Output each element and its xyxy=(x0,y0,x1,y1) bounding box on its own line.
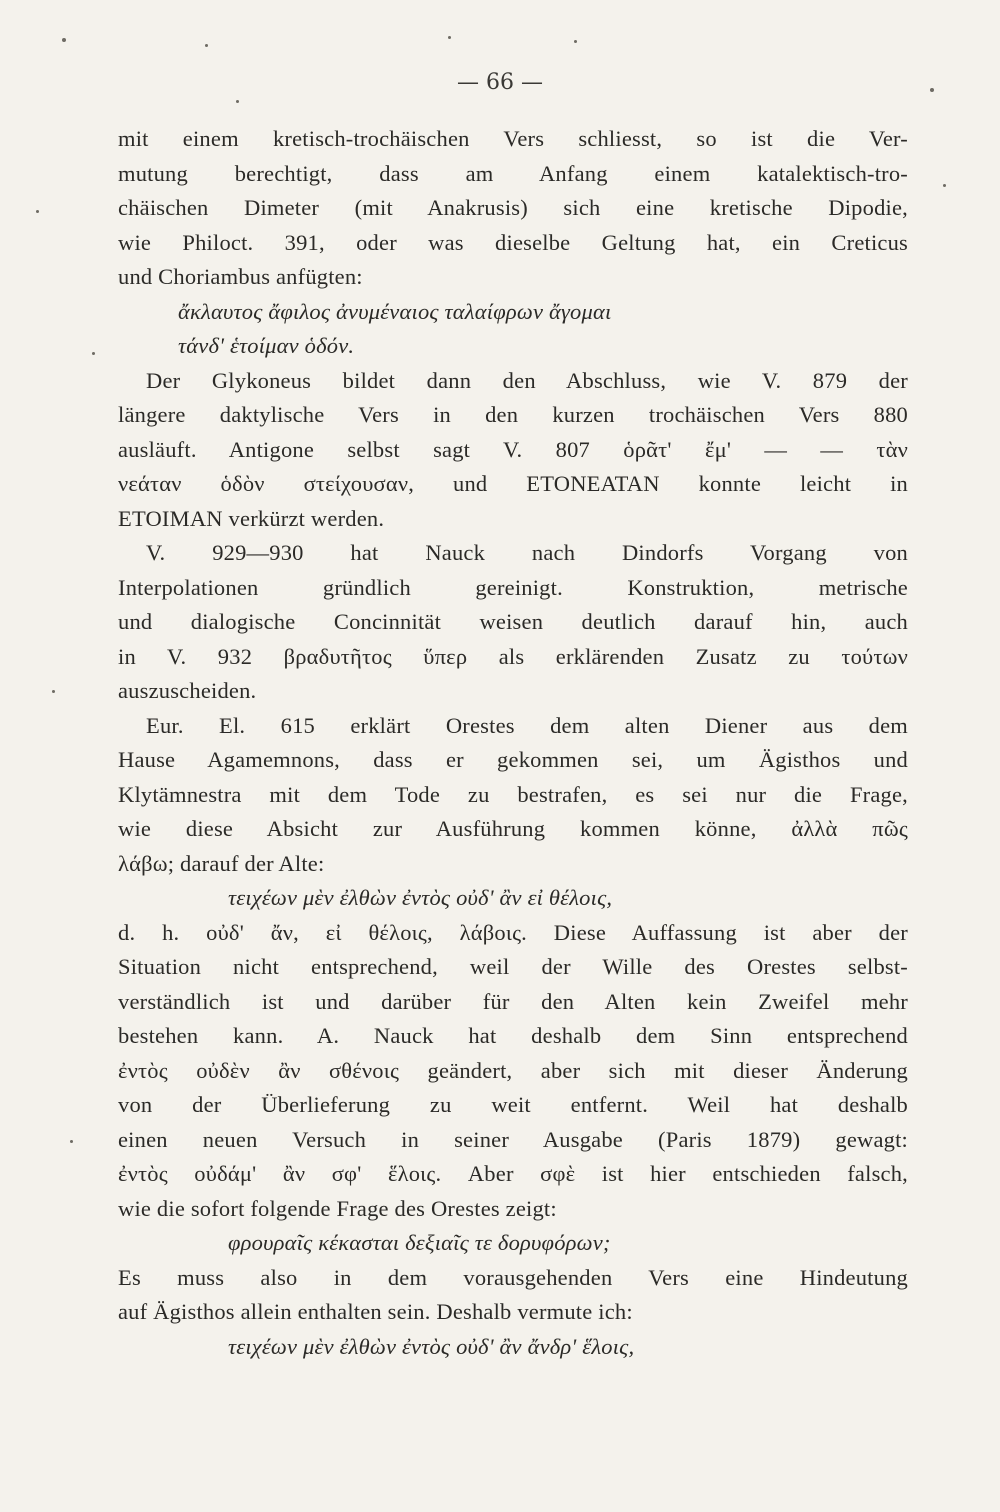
body-text xyxy=(118,122,908,1364)
text-line: bestehen kann. A. Nauck hat deshalb dem Sinn entsprechend xyxy=(118,1023,908,1048)
text-line: d. h. οὐδ' ἄν, εἰ θέλοις, λάβοις. Diese Auffassung ist aber der xyxy=(118,919,908,945)
text-line: auf Ägisthos allein enthalten sein. Deshalb vermute ich: xyxy=(118,1299,633,1324)
text-line: wie diese Absicht zur Ausführung kommen könne, ἀλλὰ πῶς xyxy=(118,816,908,841)
scan-speck xyxy=(448,36,451,39)
text-line: chäischen Dimeter (mit Anakrusis) sich eine kretische Dipodie, xyxy=(118,195,908,220)
scan-speck xyxy=(70,1140,73,1143)
text-line: einen neuen Versuch in seiner Ausgabe (Paris 1879) gewagt: xyxy=(118,1126,908,1152)
scan-speck xyxy=(92,352,95,355)
text-line: τειχέων μὲν ἐλθὼν ἐντὸς οὐδ' ἂν εἰ θέλοις, xyxy=(228,885,613,910)
text-line: ausläuft. Antigone selbst sagt V. 807 ὁρᾶτ' ἔμ' — — τὰν xyxy=(118,436,908,462)
page-number: — 66 — xyxy=(457,70,543,95)
text-line: wie Philoct. 391, oder was dieselbe Geltung hat, ein Creticus xyxy=(118,229,908,255)
text-line: von der Überlieferung zu weit entfernt. Weil hat deshalb xyxy=(118,1092,908,1117)
text-line: Interpolationen gründlich gereinigt. Konstruktion, metrische xyxy=(118,574,908,600)
scan-speck xyxy=(930,88,934,92)
text-line: λάβω; darauf der Alte: xyxy=(118,850,325,876)
text-line: verständlich ist und darüber für den Alten kein Zweifel mehr xyxy=(118,988,908,1014)
text-line: τάνδ' ἑτοίμαν ὁδόν. xyxy=(178,333,355,358)
text-line: V. 929—930 hat Nauck nach Dindorfs Vorgang von xyxy=(146,540,908,565)
text-line: ΕΤΟΙΜΑΝ verkürzt werden. xyxy=(118,505,385,531)
text-line: Der Glykoneus bildet dann den Abschluss, wie V. 879 der xyxy=(146,367,908,393)
scan-speck xyxy=(205,44,208,47)
scan-speck xyxy=(236,100,239,103)
text-line: ἐντὸς οὐδὲν ἂν σθένοις geändert, aber sich mit dieser Änderung xyxy=(118,1057,908,1083)
scan-speck xyxy=(943,184,946,187)
text-line: wie die sofort folgende Frage des Orestes zeigt: xyxy=(118,1195,557,1221)
text-line: τειχέων μὲν ἐλθὼν ἐντὸς οὐδ' ἂν ἄνδρ' ἕλοις, xyxy=(228,1333,635,1359)
text-line: längere daktylische Vers in den kurzen trochäischen Vers 880 xyxy=(118,402,908,427)
text-line: νεάταν ὁδὸν στείχουσαν, und ΕΤΟΝΕΑΤΑΝ konnte leicht in xyxy=(118,471,908,496)
text-line: Hause Agamemnons, dass er gekommen sei, um Ägisthos und xyxy=(118,747,908,772)
text-line: in V. 932 βραδυτῆτος ὕπερ als erklärenden Zusatz zu τούτων xyxy=(118,643,908,669)
text-line: Eur. El. 615 erklärt Orestes dem alten Diener aus dem xyxy=(146,712,908,738)
text-line: Situation nicht entsprechend, weil der Wille des Orestes selbst- xyxy=(118,954,908,979)
text-line: φρουραῖς κέκασται δεξιαῖς τε δορυφόρων; xyxy=(228,1230,611,1255)
text-line: mutung berechtigt, dass am Anfang einem katalektisch-tro- xyxy=(118,160,908,186)
scan-speck xyxy=(36,210,39,213)
text-line: mit einem kretisch-trochäischen Vers schliesst, so ist die Ver- xyxy=(118,126,908,151)
text-line: Es muss also in dem vorausgehenden Vers eine Hindeutung xyxy=(118,1264,908,1290)
text-line: ἄκλαυτος ἄφιλος ἀνυμέναιος ταλαίφρων ἄγομαι xyxy=(178,298,612,324)
text-line: auszuscheiden. xyxy=(118,678,257,703)
text-line: und Choriambus anfügten: xyxy=(118,264,363,289)
scan-speck xyxy=(62,38,66,42)
scan-speck xyxy=(574,40,577,43)
text-line: und dialogische Concinnität weisen deutlich darauf hin, auch xyxy=(118,609,908,634)
text-line: ἐντὸς οὐδάμ' ἂν σφ' ἕλοις. Aber σφὲ ist hier entschieden falsch, xyxy=(118,1161,908,1186)
text-line: Klytämnestra mit dem Tode zu bestrafen, es sei nur die Frage, xyxy=(118,781,908,807)
scan-speck xyxy=(52,690,55,693)
